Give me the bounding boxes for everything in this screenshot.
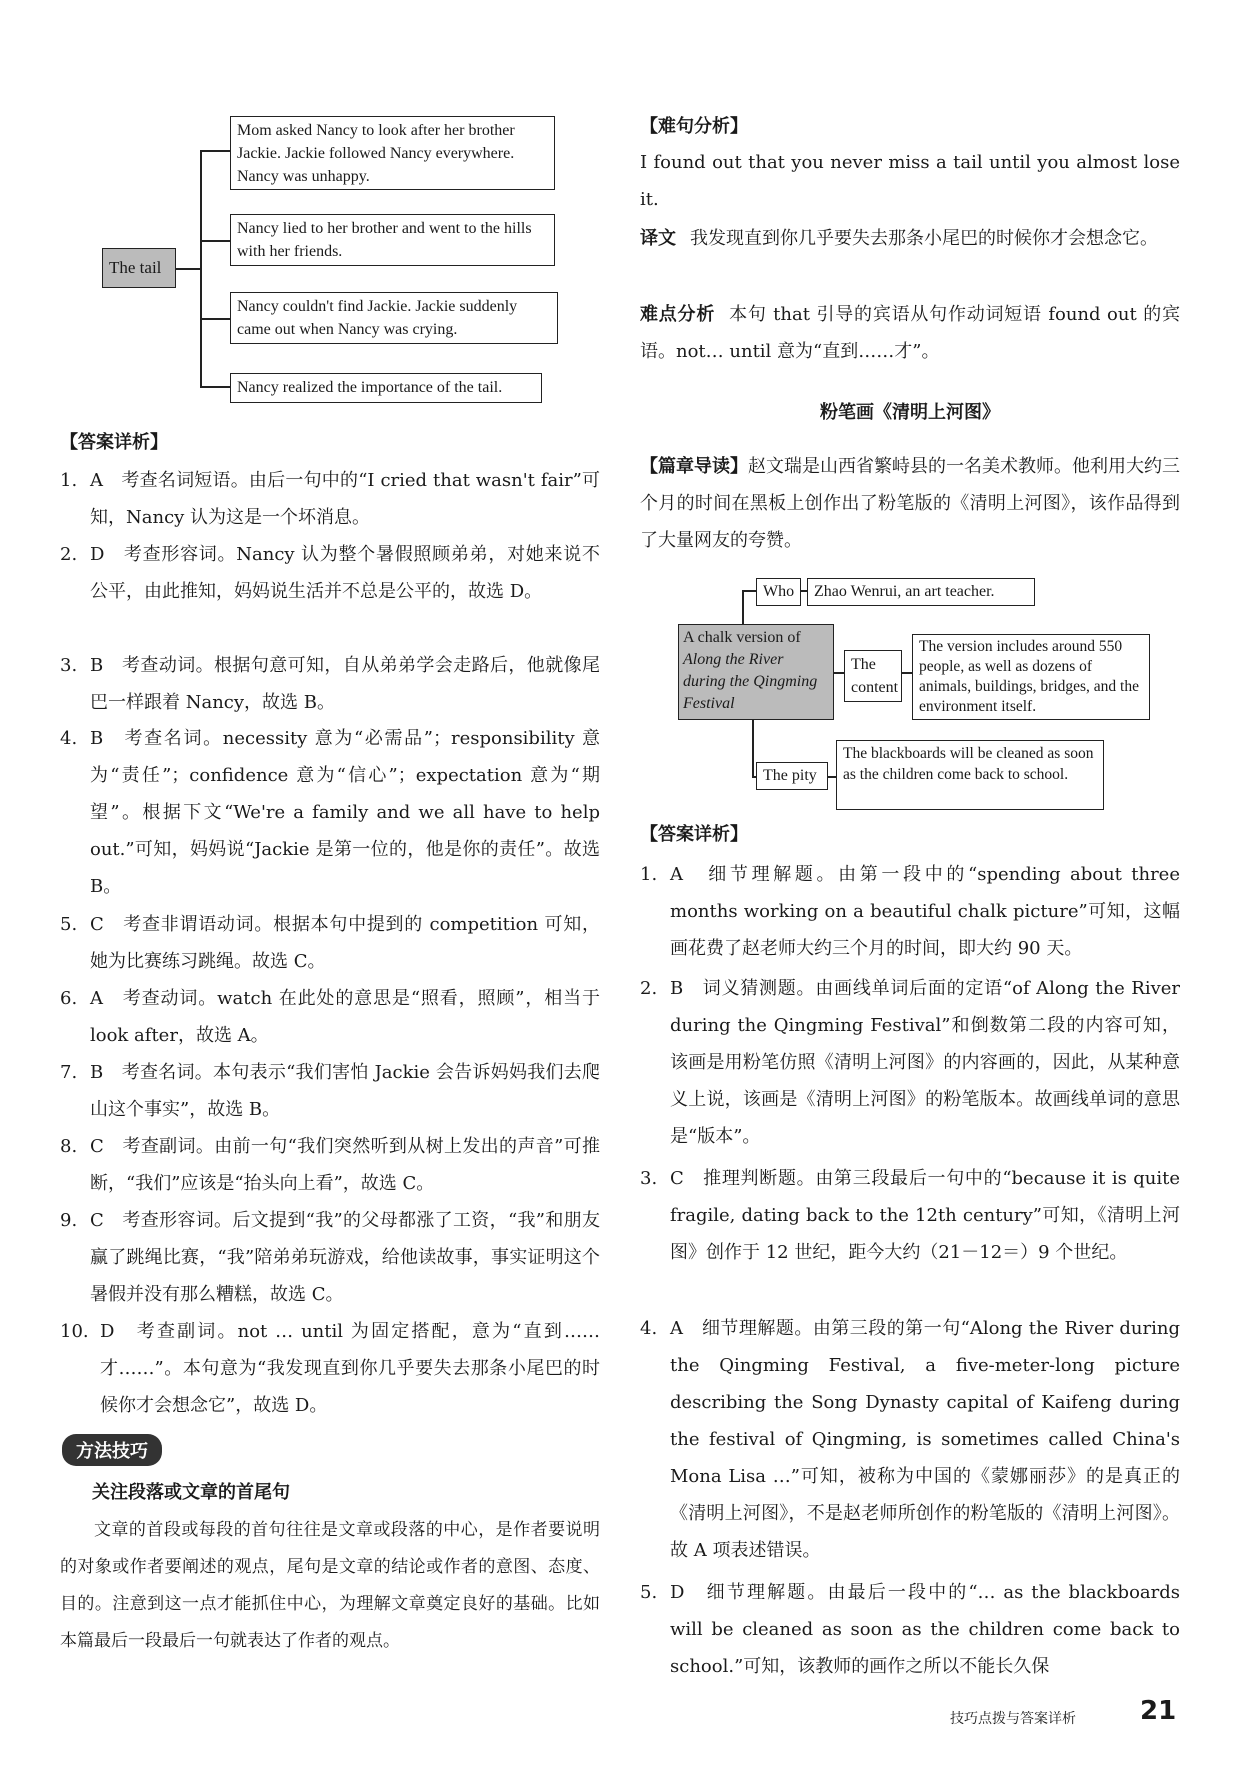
translation-label: 译文 — [640, 228, 676, 249]
list-item: 1. A 考查名词短语。由后一句中的“I cried that wasn't fair”可知，Nancy 认为这是一个坏消息。 — [60, 470, 600, 528]
page-number: 21 — [1140, 1696, 1177, 1726]
diagram-box-4: Nancy realized the importance of the tail. — [230, 373, 542, 403]
chalk-center-box: A chalk version of Along the River during the Qingming Festival — [678, 624, 834, 720]
list-item: 2. B 词义猜测题。由画线单词后面的定语“of Along the River during the Qingming Festival”和倒数第二段的内容可知，该画是用粉笔仿照《清明上河图》的内容画的，因此，从某种意义上说，该画是《清明上河图》的粉笔版本。故画线单词的意思是“版本”。 — [640, 978, 1180, 1147]
difficult-heading: 【难句分析】 — [640, 116, 748, 137]
list-item: 7. B 考查名词。本句表示“我们害怕 Jackie 会告诉妈妈我们去爬山这个事实”，故选 B。 — [60, 1062, 600, 1120]
diagram-box-1: Mom asked Nancy to look after her brother Jackie. Jackie followed Nancy everywhere. Nancy was unhappy. — [230, 116, 555, 190]
pity-label: The pity — [756, 762, 828, 790]
left-answers-heading: 【答案详析】 — [60, 432, 168, 453]
difficult-sentence: I found out that you never miss a tail until you almost lose it. — [640, 152, 1180, 210]
pity-box: The blackboards will be cleaned as soon as the children come back to school. — [836, 740, 1104, 810]
translation: 译文 我发现直到你几乎要失去那条小尾巴的时候你才会想念它。 — [640, 228, 1158, 249]
list-item: 3. B 考查动词。根据句意可知，自从弟弟学会走路后，他就像尾巴一样跟着 Nancy，故选 B。 — [60, 655, 600, 713]
who-label: Who — [756, 578, 801, 606]
list-item: 8. C 考查副词。由前一句“我们突然听到从树上发出的声音”可推断，“我们”应该是“抬头向上看”，故选 C。 — [60, 1136, 600, 1194]
content-box: The version includes around 550 people, as well as dozens of animals, buildings, bridges, and the environment itself. — [912, 634, 1150, 720]
list-item: 5. D 细节理解题。由最后一段中的“… as the blackboards will be cleaned as soon as the children come back to school.”可知，该教师的画作之所以不能长久保 — [640, 1582, 1180, 1677]
list-item: 10. D 考查副词。not … until 为固定搭配，意为“直到……才……”。本句意为“我发现直到你几乎要失去那条小尾巴的时候你才会想念它”，故选 D。 — [60, 1321, 600, 1416]
list-item: 4. A 细节理解题。由第三段的第一句“Along the River during the Qingming Festival, a five-meter-long picture describing the Song Dynasty capital of Kaifeng during the festival of Qingming, is sometimes called China's Mona Lisa …”可知，被称为中国的《蒙娜丽莎》的是真正的《清明上河图》，不是赵老师所创作的粉笔版的《清明上河图》。故 A 项表述错误。 — [640, 1318, 1180, 1561]
analysis-label: 难点分析 — [640, 304, 716, 325]
list-item: 3. C 推理判断题。由第三段最后一句中的“because it is quite fragile, dating back to the 12th century”可知，《清明上河图》创作于 12 世纪，距今大约（21－12＝）9 个世纪。 — [640, 1168, 1180, 1263]
list-item: 9. C 考查形容词。后文提到“我”的父母都涨了工资，“我”和朋友赢了跳绳比赛，“我”陪弟弟玩游戏，给他读故事，事实证明这个暑假并没有那么糟糕，故选 C。 — [60, 1210, 600, 1305]
method-title: 关注段落或文章的首尾句 — [92, 1482, 290, 1503]
method-body: 文章的首段或每段的首句往往是文章或段落的中心，是作者要说明的对象或作者要阐述的观点，尾句是文章的结论或作者的意图、态度、目的。注意到这一点才能抓住中心，为理解文章奠定良好的基础。比如本篇最后一段最后一句就表达了作者的观点。 — [60, 1520, 600, 1651]
diagram-center-box: The tail — [102, 248, 176, 288]
content-label: The content — [844, 650, 902, 702]
footer-label: 技巧点拨与答案详析 — [950, 1711, 1076, 1727]
diagram-box-3: Nancy couldn't find Jackie. Jackie suddenly came out when Nancy was crying. — [230, 292, 558, 344]
list-item: 5. C 考查非谓语动词。根据本句中提到的 competition 可知，她为比赛练习跳绳。故选 C。 — [60, 914, 600, 972]
analysis: 难点分析 本句 that 引导的宾语从句作动词短语 found out 的宾语。not… until 意为“直到……才”。 — [640, 304, 1180, 362]
diagram-box-2: Nancy lied to her brother and went to the hills with her friends. — [230, 214, 555, 266]
guide-label: 【篇章导读】 — [640, 456, 748, 477]
who-box: Zhao Wenrui, an art teacher. — [807, 578, 1035, 606]
list-item: 1. A 细节理解题。由第一段中的“spending about three months working on a beautiful chalk picture”可知，这幅画花费了赵老师大约三个月的时间，即大约 90 天。 — [640, 864, 1180, 959]
method-tag: 方法技巧 — [62, 1434, 162, 1466]
list-item: 4. B 考查名词。necessity 意为“必需品”；responsibility 意为“责任”；confidence 意为“信心”；expectation 意为“期望”。根据下文“We're a family and we all have to help out.”可知，妈妈说“Jackie 是第一位的，他是你的责任”。故选 B。 — [60, 728, 600, 897]
right-answers-heading: 【答案详析】 — [640, 824, 748, 845]
guide: 【篇章导读】赵文瑞是山西省繁峙县的一名美术教师。他利用大约三个月的时间在黑板上创作出了粉笔版的《清明上河图》，该作品得到了大量网友的夸赞。 — [640, 456, 1180, 551]
section-title: 粉笔画《清明上河图》 — [820, 402, 1000, 423]
list-item: 2. D 考查形容词。Nancy 认为整个暑假照顾弟弟，对她来说不公平，由此推知，妈妈说生活并不总是公平的，故选 D。 — [60, 544, 600, 602]
list-item: 6. A 考查动词。watch 在此处的意思是“照看，照顾”，相当于 look after，故选 A。 — [60, 988, 600, 1046]
